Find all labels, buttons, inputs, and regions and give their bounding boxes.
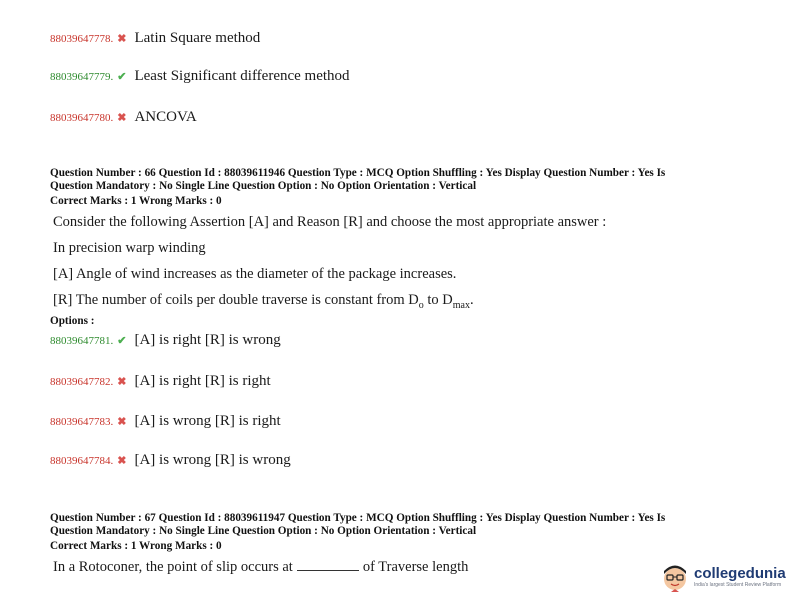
option-text: Latin Square method [134,30,261,46]
option-id: 88039647780. [50,112,114,124]
option-id: 88039647781. [50,335,114,347]
option-id: 88039647782. [50,376,114,388]
question-text: In precision warp winding [53,240,206,256]
option-id: 88039647779. [50,71,114,83]
question-text [53,559,468,576]
question-meta [50,167,750,208]
question-text-part: of Traverse length [362,559,469,575]
cross-icon: ✖ [117,455,127,467]
reason-text: . [469,292,474,308]
options-label: Options : [50,315,95,327]
option-text: [A] is wrong [R] is right [134,413,281,429]
mascot-icon [660,562,690,592]
question-meta [50,512,750,553]
option-row [50,30,260,47]
option-row [50,332,281,349]
answer-blank [297,560,359,571]
question-marks: Correct Marks : 1 Wrong Marks : 0 [50,540,222,552]
question-meta-line: Question Number : 66 Question Id : 88039611946 Question Type : MCQ Option Shuffling : Yes Display Question Number : Yes Is [50,167,666,179]
reason-text: to D [423,292,453,308]
cross-icon: ✖ [117,376,127,388]
option-row [50,109,197,126]
option-row [50,452,291,469]
cross-icon: ✖ [117,112,127,124]
option-text: ANCOVA [134,109,197,125]
logo-name: collegedunia [694,565,786,582]
option-row [50,413,281,430]
subscript: max [452,299,470,311]
option-id: 88039647784. [50,455,114,467]
check-icon: ✔ [117,335,127,347]
cross-icon: ✖ [117,416,127,428]
question-text [53,292,474,311]
logo-tagline: India's largest Student Review Platform [694,582,782,588]
question-text: [A] Angle of wind increases as the diameter of the package increases. [53,266,457,282]
collegedunia-logo [660,562,786,592]
reason-text: [R] The number of coils per double traverse is constant from D [53,292,419,308]
option-text: [A] is right [R] is right [134,373,271,389]
option-row [50,373,271,390]
option-id: 88039647783. [50,416,114,428]
question-meta-line: Question Mandatory : No Single Line Question Option : No Option Orientation : Vertical [50,180,477,192]
question-text: Consider the following Assertion [A] and Reason [R] and choose the most appropriate answer : [53,214,607,230]
option-row [50,68,350,85]
question-meta-line: Question Number : 67 Question Id : 88039611947 Question Type : MCQ Option Shuffling : Yes Display Question Number : Yes Is [50,512,666,524]
option-text: [A] is right [R] is wrong [134,332,281,348]
option-text: Least Significant difference method [134,68,350,84]
question-meta-line: Question Mandatory : No Single Line Question Option : No Option Orientation : Vertical [50,525,477,537]
check-icon: ✔ [117,71,127,83]
option-text: [A] is wrong [R] is wrong [134,452,291,468]
question-text-part: In a Rotoconer, the point of slip occurs at [53,559,293,575]
cross-icon: ✖ [117,33,127,45]
option-id: 88039647778. [50,33,114,45]
question-marks: Correct Marks : 1 Wrong Marks : 0 [50,195,222,207]
subscript: o [418,299,424,311]
